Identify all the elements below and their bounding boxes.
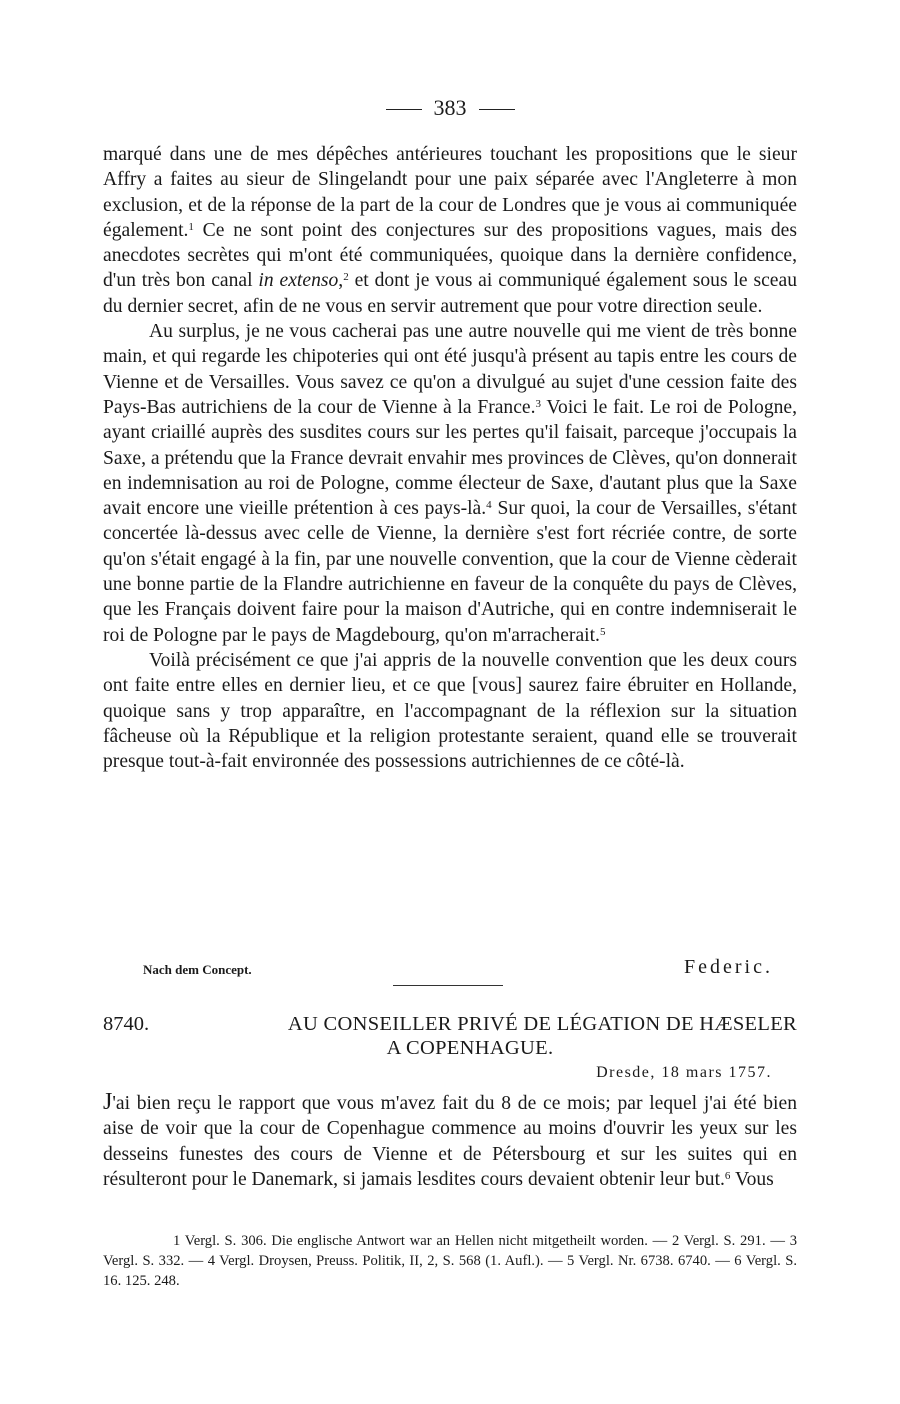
source-note: Nach dem Concept.	[143, 962, 252, 977]
paragraph-3: Voilà précisément ce que j'ai appris de la nouvelle convention que les deux cours ont faite entre elles en dernier lieu, et ce que [vous] saurez faire ébruiter en Hollande, quoique sans y trop apparaître, en l'accompagnant de la réflexion sur la situation fâcheuse où la République et la religion protestante seraient, quand elle se trouverait presque tout-à-fait environnée des possessions autrichiennes de ce côté-là.	[103, 649, 797, 773]
footnote-ref: 2	[343, 271, 349, 284]
document-title-line-2: A COPENHAGUE.	[386, 1037, 554, 1059]
footnotes	[103, 1231, 797, 1291]
document-number: 8740.	[103, 1013, 150, 1035]
paragraph-text: Au surplus, je ne vous cacherai pas une autre nouvelle qui me vient de très bonne main, et qui regarde les chipoteries qui ont été jusqu'à présent au tapis entre les cours de Vienne et de Versailles. Vous savez ce qu'on a divulgué au sujet d'une cession faite des Pays-Bas autrichiens de la cour de Vienne à la France.	[103, 321, 797, 418]
paragraph-text: ,	[338, 270, 344, 292]
footnote-ref: 3	[535, 397, 542, 410]
footnote-ref: 4	[486, 499, 492, 512]
drop-cap: J	[103, 1089, 113, 1115]
paragraph-text: et dont je vous ai communiqué également sous le sceau du dernier secret, afin de ne vous en servir autrement que pour votre direction seule.	[103, 270, 797, 317]
paragraph-text: Sur quoi, la cour de Versailles, s'étant concertée là-dessus avec celle de Vienne, la dernière s'est fort récriée contre, de sorte qu'on s'était engagé à la fin, par une nouvelle convention, que la cour de Vienne cèderait une bonne partie de la Flandre autrichienne en faveur de la conquête du pays de Clèves, que les Français doivent faire pour la maison d'Autriche, qui en contre indemniserait le roi de Pologne par le pays de Magdebourg, qu'on m'arracherait.	[103, 498, 797, 646]
closing-row	[103, 956, 797, 982]
paragraph-text: marqué dans une de mes dépêches antérieures touchant les propositions que le sieur Affry a faites au sieur de Slingelandt pour une paix séparée avec l'Angleterre à mon exclusion, et de la réponse de la part de la cour de Londres que je vous ai communiquée également.	[103, 144, 797, 241]
paragraph-text: Ce ne sont point des conjectures sur des propositions vagues, mais des anecdotes secrètes qui m'ont été communiquées, quoique dans la dernière confidence, d'un très bon canal	[103, 219, 797, 292]
paragraph-text: Vous	[730, 1168, 774, 1190]
dateline: Dresde, 18 mars 1757.	[596, 1064, 772, 1081]
document-title: AU CONSEILLER PRIVÉ DE LÉGATION DE HÆSELER	[287, 1013, 797, 1035]
heading-line-1	[103, 1012, 797, 1036]
paragraph-text: 'ai bien reçu le rapport que vous m'avez fait du 8 de ce mois; par lequel j'ai été bien aise de voir que la cour de Copenhague commence au moins d'ouvrir les yeux sur les desseins funestes des cours de Vienne et de Pétersbourg et sur les suites qui en résulteront pour le Danemark, si jamais lesdites cours devaient obtenir leur but.	[103, 1093, 797, 1190]
page-header	[0, 94, 900, 122]
paragraph-2	[103, 319, 797, 648]
footnote-text: 1 Vergl. S. 306. Die englische Antwort war an Hellen nicht mitgetheilt worden. — 2 Vergl. S. 291. — 3 Vergl. S. 332. — 4 Vergl. Droysen, Preuss. Politik, II, 2, S. 568 (1. Aufl.). — 5 Vergl. Nr. 6738. 6740. — 6 Vergl. S. 16. 125. 248.	[103, 1233, 797, 1289]
footnote-ref: 6	[724, 1169, 731, 1182]
letter-paragraph	[103, 1090, 797, 1192]
letter-text	[103, 1090, 797, 1192]
italic-phrase: in extenso	[258, 270, 339, 292]
header-dash-right	[479, 109, 515, 110]
section-divider	[393, 985, 503, 986]
header-dash-left	[386, 109, 422, 110]
body-text	[103, 142, 797, 774]
paragraph-1	[103, 142, 797, 319]
page-number: 383	[433, 95, 467, 120]
footnote-ref: 1	[188, 220, 194, 233]
paragraph-text: Voici le fait. Le roi de Pologne, ayant criaillé auprès des susdites cours sur les pertes qu'il faisait, parceque j'occupais la Saxe, a prétendu que la France devrait envahir mes provinces de Clèves, qu'on donnerait en indemnisation au roi de Pologne, comme électeur de Saxe, d'autant plus que la Saxe avait encore une vieille prétention à ces pays-là.	[103, 396, 798, 520]
document-heading	[103, 1012, 797, 1060]
footnote-ref: 5	[599, 625, 606, 638]
signature: Federic.	[684, 956, 773, 978]
